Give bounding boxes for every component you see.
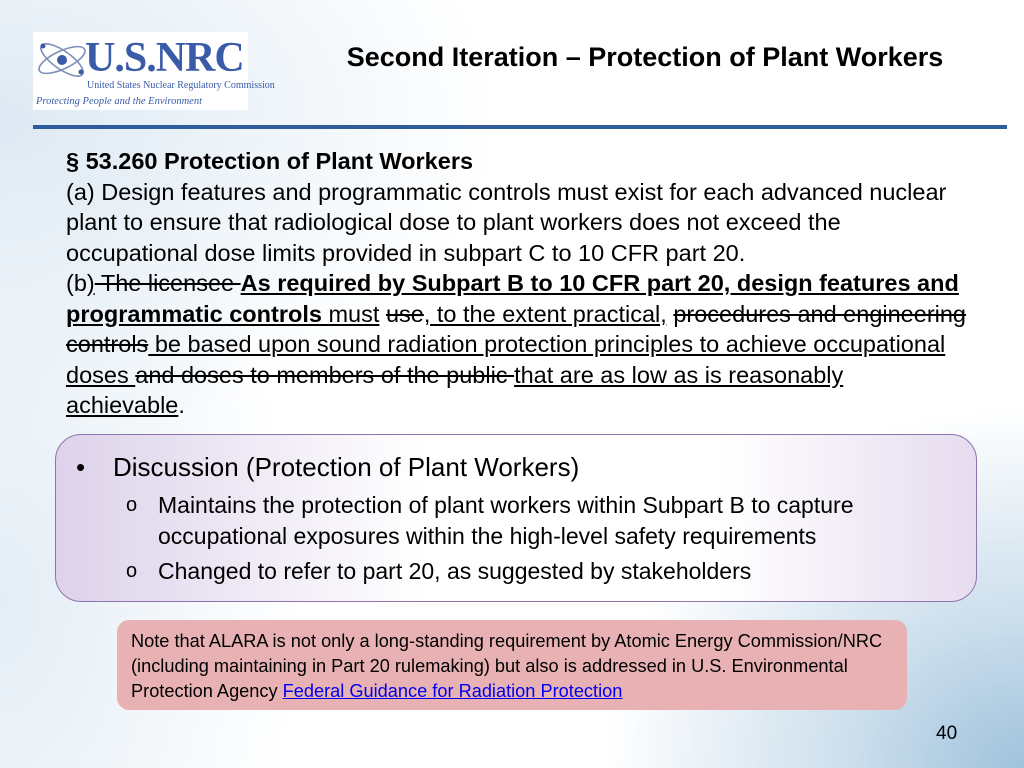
rule-text (66, 146, 966, 421)
header-divider (33, 125, 1007, 129)
struck-procedures: procedures and engineering controls (66, 300, 967, 357)
atom-orbit-icon (33, 32, 93, 94)
discussion-item: Changed to refer to part 20, as suggested by stakeholders (158, 558, 752, 584)
slide-title: Second Iteration – Protection of Plant Workers (346, 42, 944, 72)
rule-paragraph-a: (a) Design features and programmatic controls must exist for each advanced nuclear plant to ensure that radiological dose to plant workers does not exceed the occupational dose limits provided in subpart C to 10 CFR part 20. (66, 178, 947, 266)
added-radiation-principles: be based upon sound radiation protection principles to achieve occupational doses (66, 331, 946, 388)
logo-brand: U.S.NRC (85, 35, 244, 81)
logo-tagline: Protecting People and the Environment (36, 96, 203, 107)
sub-bullet-marker: o (126, 494, 138, 516)
struck-use: use (385, 300, 424, 327)
alara-note (117, 620, 907, 710)
federal-guidance-link[interactable]: Federal Guidance for Radiation Protection (282, 681, 623, 701)
rule-paragraph-b (66, 268, 966, 421)
nrc-logo (33, 32, 275, 110)
page-number: 40 (936, 723, 958, 744)
discussion-bullet: • (76, 452, 86, 482)
added-extent-practical: , to the extent practical, (423, 300, 667, 327)
struck-members-of-public: and doses to members of the public (135, 361, 515, 388)
discussion-heading: Discussion (Protection of Plant Workers) (113, 452, 580, 482)
logo-org-name: United States Nuclear Regulatory Commission (87, 80, 275, 91)
para-b-period: . (178, 392, 185, 418)
added-text-subpart-b: As required by Subpart B to 10 CFR part 20, design features and programmatic controls (66, 270, 959, 327)
discussion-item: Maintains the protection of plant workers within Subpart B to capture occupational exposures within the high-level safety requirements (158, 492, 854, 549)
sub-bullet-marker: o (126, 560, 138, 582)
note-text: Note that ALARA is not only a long-standing requirement by Atomic Energy Commission/NRC (including maintaining in Part 20 rulemaking) but also is addressed in U.S. Environmental Protection Agency (131, 631, 883, 701)
para-b-paren: ) (86, 270, 95, 296)
para-b-open: (b (66, 270, 87, 296)
added-must: must (328, 300, 380, 327)
rule-heading: § 53.260 Protection of Plant Workers (66, 148, 474, 174)
struck-the-licensee: The licensee (94, 270, 241, 296)
added-alara: that are as low as is reasonably achievable (66, 361, 844, 418)
